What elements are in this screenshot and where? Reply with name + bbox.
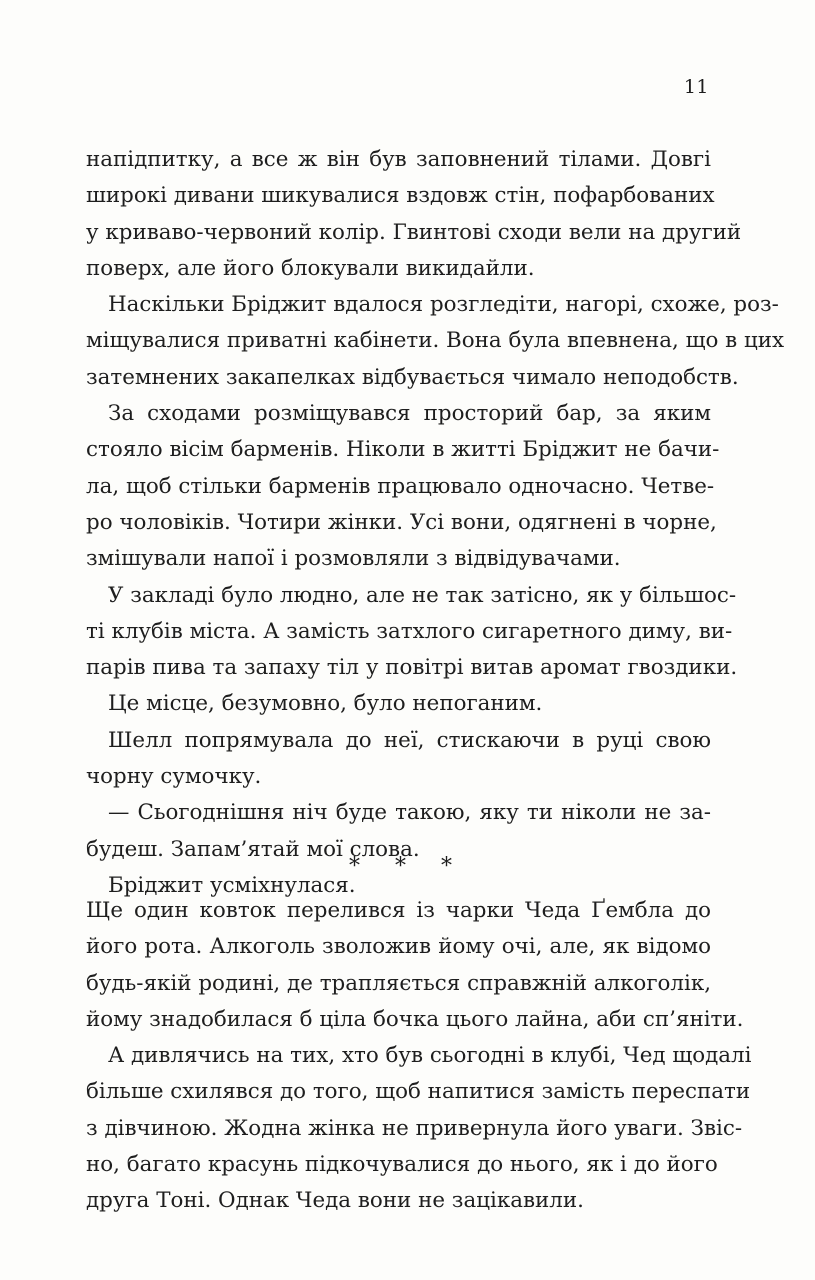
text-line: поверх, але його блокували викидайли. xyxy=(86,255,535,281)
text-line: У закладі було людно, але не так затісно, як у більшос- xyxy=(108,582,737,608)
page-number: 11 xyxy=(683,76,709,98)
text-line: Це місце, безумовно, було непоганим. xyxy=(108,691,543,717)
text-line: Шелл попрямувала до неї, стискаючи в руці свою xyxy=(108,727,711,753)
text-line: А дивлячись на тих, хто був сьогодні в клубі, Чед щодалі xyxy=(108,1043,752,1069)
text-line: но, багато красунь підкочувалися до нього, як і до його xyxy=(86,1152,718,1178)
text-line: Наскільки Бріджит вдалося розгледіти, нагорі, схоже, роз- xyxy=(108,292,779,318)
text-line: Бріджит усміхнулася. xyxy=(108,872,356,898)
text-line: більше схилявся до того, щоб напитися замість переспати xyxy=(86,1079,751,1105)
text-line: широкі дивани шикувалися вздовж стін, пофарбованих xyxy=(86,183,715,209)
text-line: з дівчиною. Жодна жінка не привернула його уваги. Звіс- xyxy=(86,1115,743,1141)
text-line: йому знадобилася б ціла бочка цього лайна, аби сп’яніти. xyxy=(86,1006,744,1032)
text-line: — Сьогоднішня ніч буде такою, яку ти ніколи не за- xyxy=(108,800,711,826)
text-line: стояло вісім барменів. Ніколи в житті Бріджит не бачи- xyxy=(86,437,720,463)
text-line: ті клубів міста. А замість затхлого сигаретного диму, ви- xyxy=(86,618,733,644)
text-line: його рота. Алкоголь зволожив йому очі, але, як відомо xyxy=(86,934,711,960)
text-line: міщувалися приватні кабінети. Вона була впевнена, що в цих xyxy=(86,328,785,354)
text-line: напідпитку, а все ж він був заповнений тілами. Довгі xyxy=(86,147,711,172)
text-line: ла, щоб стільки барменів працювало одночасно. Четве- xyxy=(86,473,715,499)
text-line: Ще один ковток перелився із чарки Чеда Ґембла до xyxy=(86,898,711,923)
section-break-ornament: * * * xyxy=(349,854,466,879)
text-section-1 xyxy=(86,142,785,904)
text-line: За сходами розміщувався просторий бар, за яким xyxy=(108,401,711,427)
text-line: чорну сумочку. xyxy=(86,764,262,790)
text-section-2 xyxy=(86,893,752,1220)
text-line: у криваво-червоний колір. Гвинтові сходи вели на другий xyxy=(86,219,742,245)
text-line: парів пива та запаху тіл у повітрі витав аромат гвоздики. xyxy=(86,655,738,681)
text-line: будь-якій родині, де трапляється справжній алкоголік, xyxy=(86,970,711,996)
text-line: затемнених закапелках відбувається чимало неподобств. xyxy=(86,364,739,390)
text-line: змішували напої і розмовляли з відвідувачами. xyxy=(86,546,621,572)
text-line: друга Тоні. Однак Чеда вони не зацікавили. xyxy=(86,1188,584,1214)
text-line: ро чоловіків. Чотири жінки. Усі вони, одягнені в чорне, xyxy=(86,509,717,535)
text-line: будеш. Запам’ятай мої слова. xyxy=(86,836,420,862)
